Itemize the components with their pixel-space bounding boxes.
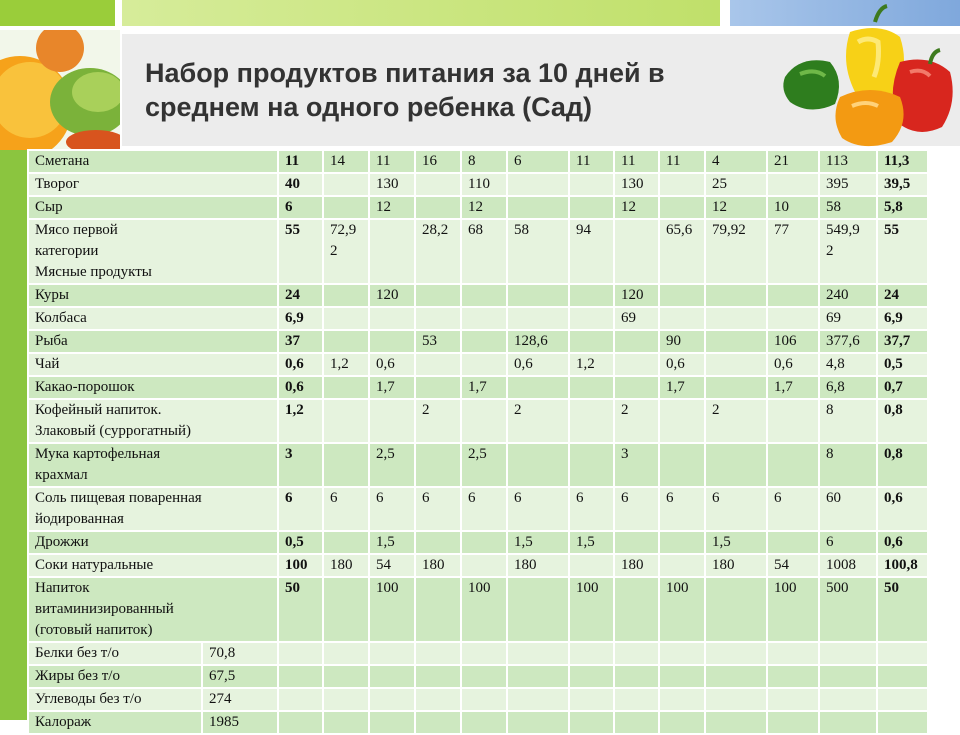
day-value-cell: 100 <box>767 577 819 642</box>
day-value-cell: 6 <box>767 487 819 531</box>
empty-cell <box>705 711 767 734</box>
summary-cell <box>28 665 278 688</box>
fruit-image <box>0 30 120 150</box>
day-value-cell <box>767 399 819 443</box>
day-value-cell <box>461 330 507 353</box>
day-value-cell <box>659 307 705 330</box>
empty-cell <box>323 711 369 734</box>
day-value-cell: 11 <box>659 150 705 173</box>
day-value-cell: 2,5 <box>369 443 415 487</box>
day-value-cell: 21 <box>767 150 819 173</box>
day-value-cell <box>507 307 569 330</box>
day-value-cell <box>614 531 659 554</box>
summary-value: 274 <box>201 689 232 710</box>
day-value-cell <box>569 173 614 196</box>
table-row <box>28 219 928 284</box>
day-value-cell <box>569 376 614 399</box>
empty-cell <box>767 642 819 665</box>
summary-row <box>28 642 928 665</box>
day-value-cell: 6,9 <box>278 307 323 330</box>
table-row <box>28 531 928 554</box>
day-value-cell: 0,6 <box>507 353 569 376</box>
day-value-cell: 1,7 <box>767 376 819 399</box>
day-value-cell <box>569 330 614 353</box>
day-value-cell: 2 <box>415 399 461 443</box>
day-value-cell: 1,2 <box>323 353 369 376</box>
daily-average-cell: 5,8 <box>877 196 928 219</box>
empty-cell <box>819 688 877 711</box>
product-name-cell: Творог <box>28 173 278 196</box>
day-value-cell: 0,6 <box>278 353 323 376</box>
day-value-cell: 79,92 <box>705 219 767 284</box>
day-value-cell: 100 <box>569 577 614 642</box>
day-value-cell <box>767 307 819 330</box>
day-value-cell <box>569 307 614 330</box>
day-value-cell: 1,5 <box>705 531 767 554</box>
daily-average-cell: 100,8 <box>877 554 928 577</box>
day-value-cell: 77 <box>767 219 819 284</box>
day-value-cell <box>569 443 614 487</box>
empty-cell <box>278 688 323 711</box>
day-value-cell <box>507 196 569 219</box>
summary-row <box>28 711 928 734</box>
day-value-cell: 3 <box>614 443 659 487</box>
top-accent-bar-green <box>0 0 115 26</box>
total-cell: 69 <box>819 307 877 330</box>
day-value-cell <box>415 577 461 642</box>
day-value-cell: 50 <box>278 577 323 642</box>
table-row <box>28 330 928 353</box>
empty-cell <box>614 665 659 688</box>
day-value-cell <box>507 376 569 399</box>
day-value-cell: 12 <box>461 196 507 219</box>
day-value-cell <box>323 196 369 219</box>
page-title: Набор продуктов питания за 10 дней в среднем на одного ребенка (Сад) <box>145 58 665 122</box>
day-value-cell <box>569 399 614 443</box>
total-cell: 4,8 <box>819 353 877 376</box>
day-value-cell <box>659 284 705 307</box>
day-value-cell <box>415 443 461 487</box>
empty-cell <box>278 642 323 665</box>
empty-cell <box>278 711 323 734</box>
empty-cell <box>767 665 819 688</box>
empty-cell <box>659 688 705 711</box>
empty-cell <box>614 688 659 711</box>
daily-average-cell: 11,3 <box>877 150 928 173</box>
table-row <box>28 577 928 642</box>
day-value-cell: 6 <box>369 487 415 531</box>
day-value-cell: 1,7 <box>369 376 415 399</box>
table-row <box>28 554 928 577</box>
day-value-cell: 128,6 <box>507 330 569 353</box>
empty-cell <box>659 711 705 734</box>
day-value-cell: 1,5 <box>507 531 569 554</box>
product-name-cell: Дрожжи <box>28 531 278 554</box>
summary-row <box>28 688 928 711</box>
empty-cell <box>278 665 323 688</box>
day-value-cell: 180 <box>614 554 659 577</box>
top-accent-bar-lightgreen <box>122 0 720 26</box>
day-value-cell: 58 <box>507 219 569 284</box>
empty-cell <box>461 711 507 734</box>
day-value-cell <box>659 399 705 443</box>
day-value-cell <box>415 531 461 554</box>
day-value-cell <box>614 577 659 642</box>
day-value-cell: 180 <box>323 554 369 577</box>
day-value-cell: 55 <box>278 219 323 284</box>
empty-cell <box>507 688 569 711</box>
nutrition-table <box>27 149 929 735</box>
product-name-cell: Напиток витаминизированный (готовый напиток) <box>28 577 278 642</box>
day-value-cell: 180 <box>705 554 767 577</box>
day-value-cell: 12 <box>369 196 415 219</box>
total-cell: 6 <box>819 531 877 554</box>
day-value-cell <box>461 353 507 376</box>
empty-cell <box>507 642 569 665</box>
day-value-cell: 100 <box>461 577 507 642</box>
day-value-cell: 6 <box>507 150 569 173</box>
day-value-cell: 2 <box>507 399 569 443</box>
day-value-cell: 11 <box>614 150 659 173</box>
daily-average-cell: 24 <box>877 284 928 307</box>
empty-cell <box>819 711 877 734</box>
day-value-cell: 0,6 <box>278 376 323 399</box>
summary-label: Калораж <box>35 714 92 730</box>
day-value-cell <box>323 307 369 330</box>
total-cell: 8 <box>819 399 877 443</box>
day-value-cell: 68 <box>461 219 507 284</box>
day-value-cell <box>705 577 767 642</box>
day-value-cell: 24 <box>278 284 323 307</box>
summary-row <box>28 665 928 688</box>
empty-cell <box>461 688 507 711</box>
empty-cell <box>877 665 928 688</box>
day-value-cell <box>323 577 369 642</box>
day-value-cell: 100 <box>659 577 705 642</box>
product-name-cell: Соль пищевая поваренная йодированная <box>28 487 278 531</box>
day-value-cell <box>569 284 614 307</box>
day-value-cell <box>767 531 819 554</box>
day-value-cell: 94 <box>569 219 614 284</box>
day-value-cell: 12 <box>614 196 659 219</box>
day-value-cell: 90 <box>659 330 705 353</box>
day-value-cell <box>415 376 461 399</box>
day-value-cell: 10 <box>767 196 819 219</box>
empty-cell <box>323 642 369 665</box>
day-value-cell <box>767 173 819 196</box>
daily-average-cell: 6,9 <box>877 307 928 330</box>
day-value-cell: 11 <box>278 150 323 173</box>
product-name-cell: Какао-порошок <box>28 376 278 399</box>
product-name-cell: Рыба <box>28 330 278 353</box>
empty-cell <box>507 665 569 688</box>
empty-cell <box>569 642 614 665</box>
table-row <box>28 353 928 376</box>
table-row <box>28 284 928 307</box>
daily-average-cell: 37,7 <box>877 330 928 353</box>
day-value-cell <box>415 284 461 307</box>
summary-label: Углеводы без т/о <box>35 691 142 707</box>
day-value-cell <box>705 284 767 307</box>
summary-cell <box>28 711 278 734</box>
empty-cell <box>767 711 819 734</box>
day-value-cell: 12 <box>705 196 767 219</box>
total-cell: 6,8 <box>819 376 877 399</box>
day-value-cell: 6 <box>705 487 767 531</box>
empty-cell <box>819 642 877 665</box>
day-value-cell: 53 <box>415 330 461 353</box>
day-value-cell <box>767 443 819 487</box>
day-value-cell: 14 <box>323 150 369 173</box>
day-value-cell: 1,7 <box>659 376 705 399</box>
day-value-cell <box>705 443 767 487</box>
day-value-cell <box>369 399 415 443</box>
empty-cell <box>614 642 659 665</box>
day-value-cell: 1,5 <box>569 531 614 554</box>
day-value-cell: 100 <box>278 554 323 577</box>
empty-cell <box>767 688 819 711</box>
day-value-cell <box>415 353 461 376</box>
empty-cell <box>415 711 461 734</box>
day-value-cell: 2 <box>705 399 767 443</box>
product-name-cell: Мясо первой категории Мясные продукты <box>28 219 278 284</box>
day-value-cell: 11 <box>369 150 415 173</box>
day-value-cell: 100 <box>369 577 415 642</box>
day-value-cell <box>705 376 767 399</box>
day-value-cell <box>507 577 569 642</box>
total-cell: 1008 <box>819 554 877 577</box>
day-value-cell <box>507 173 569 196</box>
day-value-cell <box>705 330 767 353</box>
day-value-cell: 6 <box>278 196 323 219</box>
empty-cell <box>569 688 614 711</box>
empty-cell <box>659 642 705 665</box>
day-value-cell: 6 <box>569 487 614 531</box>
day-value-cell: 40 <box>278 173 323 196</box>
empty-cell <box>369 711 415 734</box>
empty-cell <box>507 711 569 734</box>
day-value-cell <box>659 554 705 577</box>
day-value-cell: 54 <box>369 554 415 577</box>
day-value-cell: 120 <box>614 284 659 307</box>
product-name-cell: Чай <box>28 353 278 376</box>
day-value-cell: 6 <box>415 487 461 531</box>
total-cell: 60 <box>819 487 877 531</box>
total-cell: 500 <box>819 577 877 642</box>
daily-average-cell: 0,8 <box>877 443 928 487</box>
day-value-cell <box>461 554 507 577</box>
empty-cell <box>569 711 614 734</box>
day-value-cell: 8 <box>461 150 507 173</box>
table-row <box>28 399 928 443</box>
product-name-cell: Мука картофельная крахмал <box>28 443 278 487</box>
summary-value: 1985 <box>201 712 239 733</box>
day-value-cell: 54 <box>767 554 819 577</box>
day-value-cell <box>659 173 705 196</box>
day-value-cell: 130 <box>614 173 659 196</box>
day-value-cell <box>614 219 659 284</box>
peppers-image <box>780 2 960 152</box>
empty-cell <box>369 688 415 711</box>
daily-average-cell: 0,8 <box>877 399 928 443</box>
day-value-cell: 0,5 <box>278 531 323 554</box>
day-value-cell <box>507 284 569 307</box>
day-value-cell: 0,6 <box>767 353 819 376</box>
daily-average-cell: 39,5 <box>877 173 928 196</box>
day-value-cell: 180 <box>507 554 569 577</box>
summary-cell <box>28 688 278 711</box>
empty-cell <box>659 665 705 688</box>
table-row <box>28 376 928 399</box>
day-value-cell <box>614 353 659 376</box>
day-value-cell: 0,6 <box>369 353 415 376</box>
day-value-cell <box>659 443 705 487</box>
day-value-cell <box>323 443 369 487</box>
day-value-cell: 6 <box>278 487 323 531</box>
day-value-cell: 3 <box>278 443 323 487</box>
day-value-cell <box>323 376 369 399</box>
day-value-cell: 1,5 <box>369 531 415 554</box>
day-value-cell <box>705 307 767 330</box>
day-value-cell: 72,9 2 <box>323 219 369 284</box>
day-value-cell: 6 <box>323 487 369 531</box>
day-value-cell: 11 <box>569 150 614 173</box>
table-row <box>28 307 928 330</box>
total-cell: 549,9 2 <box>819 219 877 284</box>
day-value-cell: 130 <box>369 173 415 196</box>
table-row <box>28 150 928 173</box>
day-value-cell: 6 <box>659 487 705 531</box>
day-value-cell <box>569 196 614 219</box>
empty-cell <box>877 711 928 734</box>
day-value-cell: 69 <box>614 307 659 330</box>
day-value-cell: 65,6 <box>659 219 705 284</box>
product-name-cell: Соки натуральные <box>28 554 278 577</box>
day-value-cell: 2,5 <box>461 443 507 487</box>
empty-cell <box>369 665 415 688</box>
day-value-cell: 120 <box>369 284 415 307</box>
day-value-cell: 37 <box>278 330 323 353</box>
empty-cell <box>877 642 928 665</box>
daily-average-cell: 0,7 <box>877 376 928 399</box>
day-value-cell <box>323 173 369 196</box>
empty-cell <box>819 665 877 688</box>
day-value-cell <box>614 376 659 399</box>
empty-cell <box>614 711 659 734</box>
empty-cell <box>369 642 415 665</box>
total-cell: 240 <box>819 284 877 307</box>
day-value-cell: 180 <box>415 554 461 577</box>
day-value-cell: 6 <box>507 487 569 531</box>
total-cell: 113 <box>819 150 877 173</box>
summary-label: Белки без т/о <box>35 645 119 661</box>
day-value-cell <box>461 531 507 554</box>
day-value-cell <box>461 307 507 330</box>
empty-cell <box>705 642 767 665</box>
day-value-cell <box>323 284 369 307</box>
day-value-cell: 6 <box>614 487 659 531</box>
day-value-cell <box>767 284 819 307</box>
product-name-cell: Сметана <box>28 150 278 173</box>
summary-label: Жиры без т/о <box>35 668 120 684</box>
table-row <box>28 196 928 219</box>
day-value-cell <box>323 531 369 554</box>
day-value-cell: 110 <box>461 173 507 196</box>
empty-cell <box>415 688 461 711</box>
total-cell: 377,6 <box>819 330 877 353</box>
total-cell: 395 <box>819 173 877 196</box>
table-row <box>28 173 928 196</box>
daily-average-cell: 0,5 <box>877 353 928 376</box>
summary-value: 70,8 <box>201 643 235 664</box>
day-value-cell <box>507 443 569 487</box>
summary-cell <box>28 642 278 665</box>
day-value-cell: 4 <box>705 150 767 173</box>
day-value-cell <box>659 531 705 554</box>
product-name-cell: Кофейный напиток. Злаковый (суррогатный) <box>28 399 278 443</box>
table-row <box>28 443 928 487</box>
empty-cell <box>705 688 767 711</box>
day-value-cell <box>415 307 461 330</box>
day-value-cell: 6 <box>461 487 507 531</box>
day-value-cell: 1,7 <box>461 376 507 399</box>
day-value-cell <box>415 173 461 196</box>
empty-cell <box>415 665 461 688</box>
product-name-cell: Колбаса <box>28 307 278 330</box>
table-row <box>28 487 928 531</box>
day-value-cell <box>323 399 369 443</box>
product-name-cell: Куры <box>28 284 278 307</box>
day-value-cell: 106 <box>767 330 819 353</box>
daily-average-cell: 50 <box>877 577 928 642</box>
daily-average-cell: 55 <box>877 219 928 284</box>
empty-cell <box>323 665 369 688</box>
day-value-cell <box>461 399 507 443</box>
day-value-cell <box>369 307 415 330</box>
day-value-cell: 28,2 <box>415 219 461 284</box>
summary-value: 67,5 <box>201 666 235 687</box>
product-name-cell: Сыр <box>28 196 278 219</box>
empty-cell <box>705 665 767 688</box>
daily-average-cell: 0,6 <box>877 487 928 531</box>
day-value-cell: 16 <box>415 150 461 173</box>
day-value-cell <box>369 330 415 353</box>
daily-average-cell: 0,6 <box>877 531 928 554</box>
total-cell: 8 <box>819 443 877 487</box>
day-value-cell <box>659 196 705 219</box>
empty-cell <box>461 642 507 665</box>
day-value-cell <box>614 330 659 353</box>
day-value-cell: 1,2 <box>569 353 614 376</box>
day-value-cell <box>705 353 767 376</box>
day-value-cell: 25 <box>705 173 767 196</box>
empty-cell <box>415 642 461 665</box>
day-value-cell <box>415 196 461 219</box>
empty-cell <box>877 688 928 711</box>
day-value-cell: 1,2 <box>278 399 323 443</box>
day-value-cell <box>323 330 369 353</box>
empty-cell <box>323 688 369 711</box>
day-value-cell: 0,6 <box>659 353 705 376</box>
total-cell: 58 <box>819 196 877 219</box>
day-value-cell <box>569 554 614 577</box>
empty-cell <box>569 665 614 688</box>
day-value-cell <box>369 219 415 284</box>
day-value-cell: 2 <box>614 399 659 443</box>
day-value-cell <box>461 284 507 307</box>
empty-cell <box>461 665 507 688</box>
